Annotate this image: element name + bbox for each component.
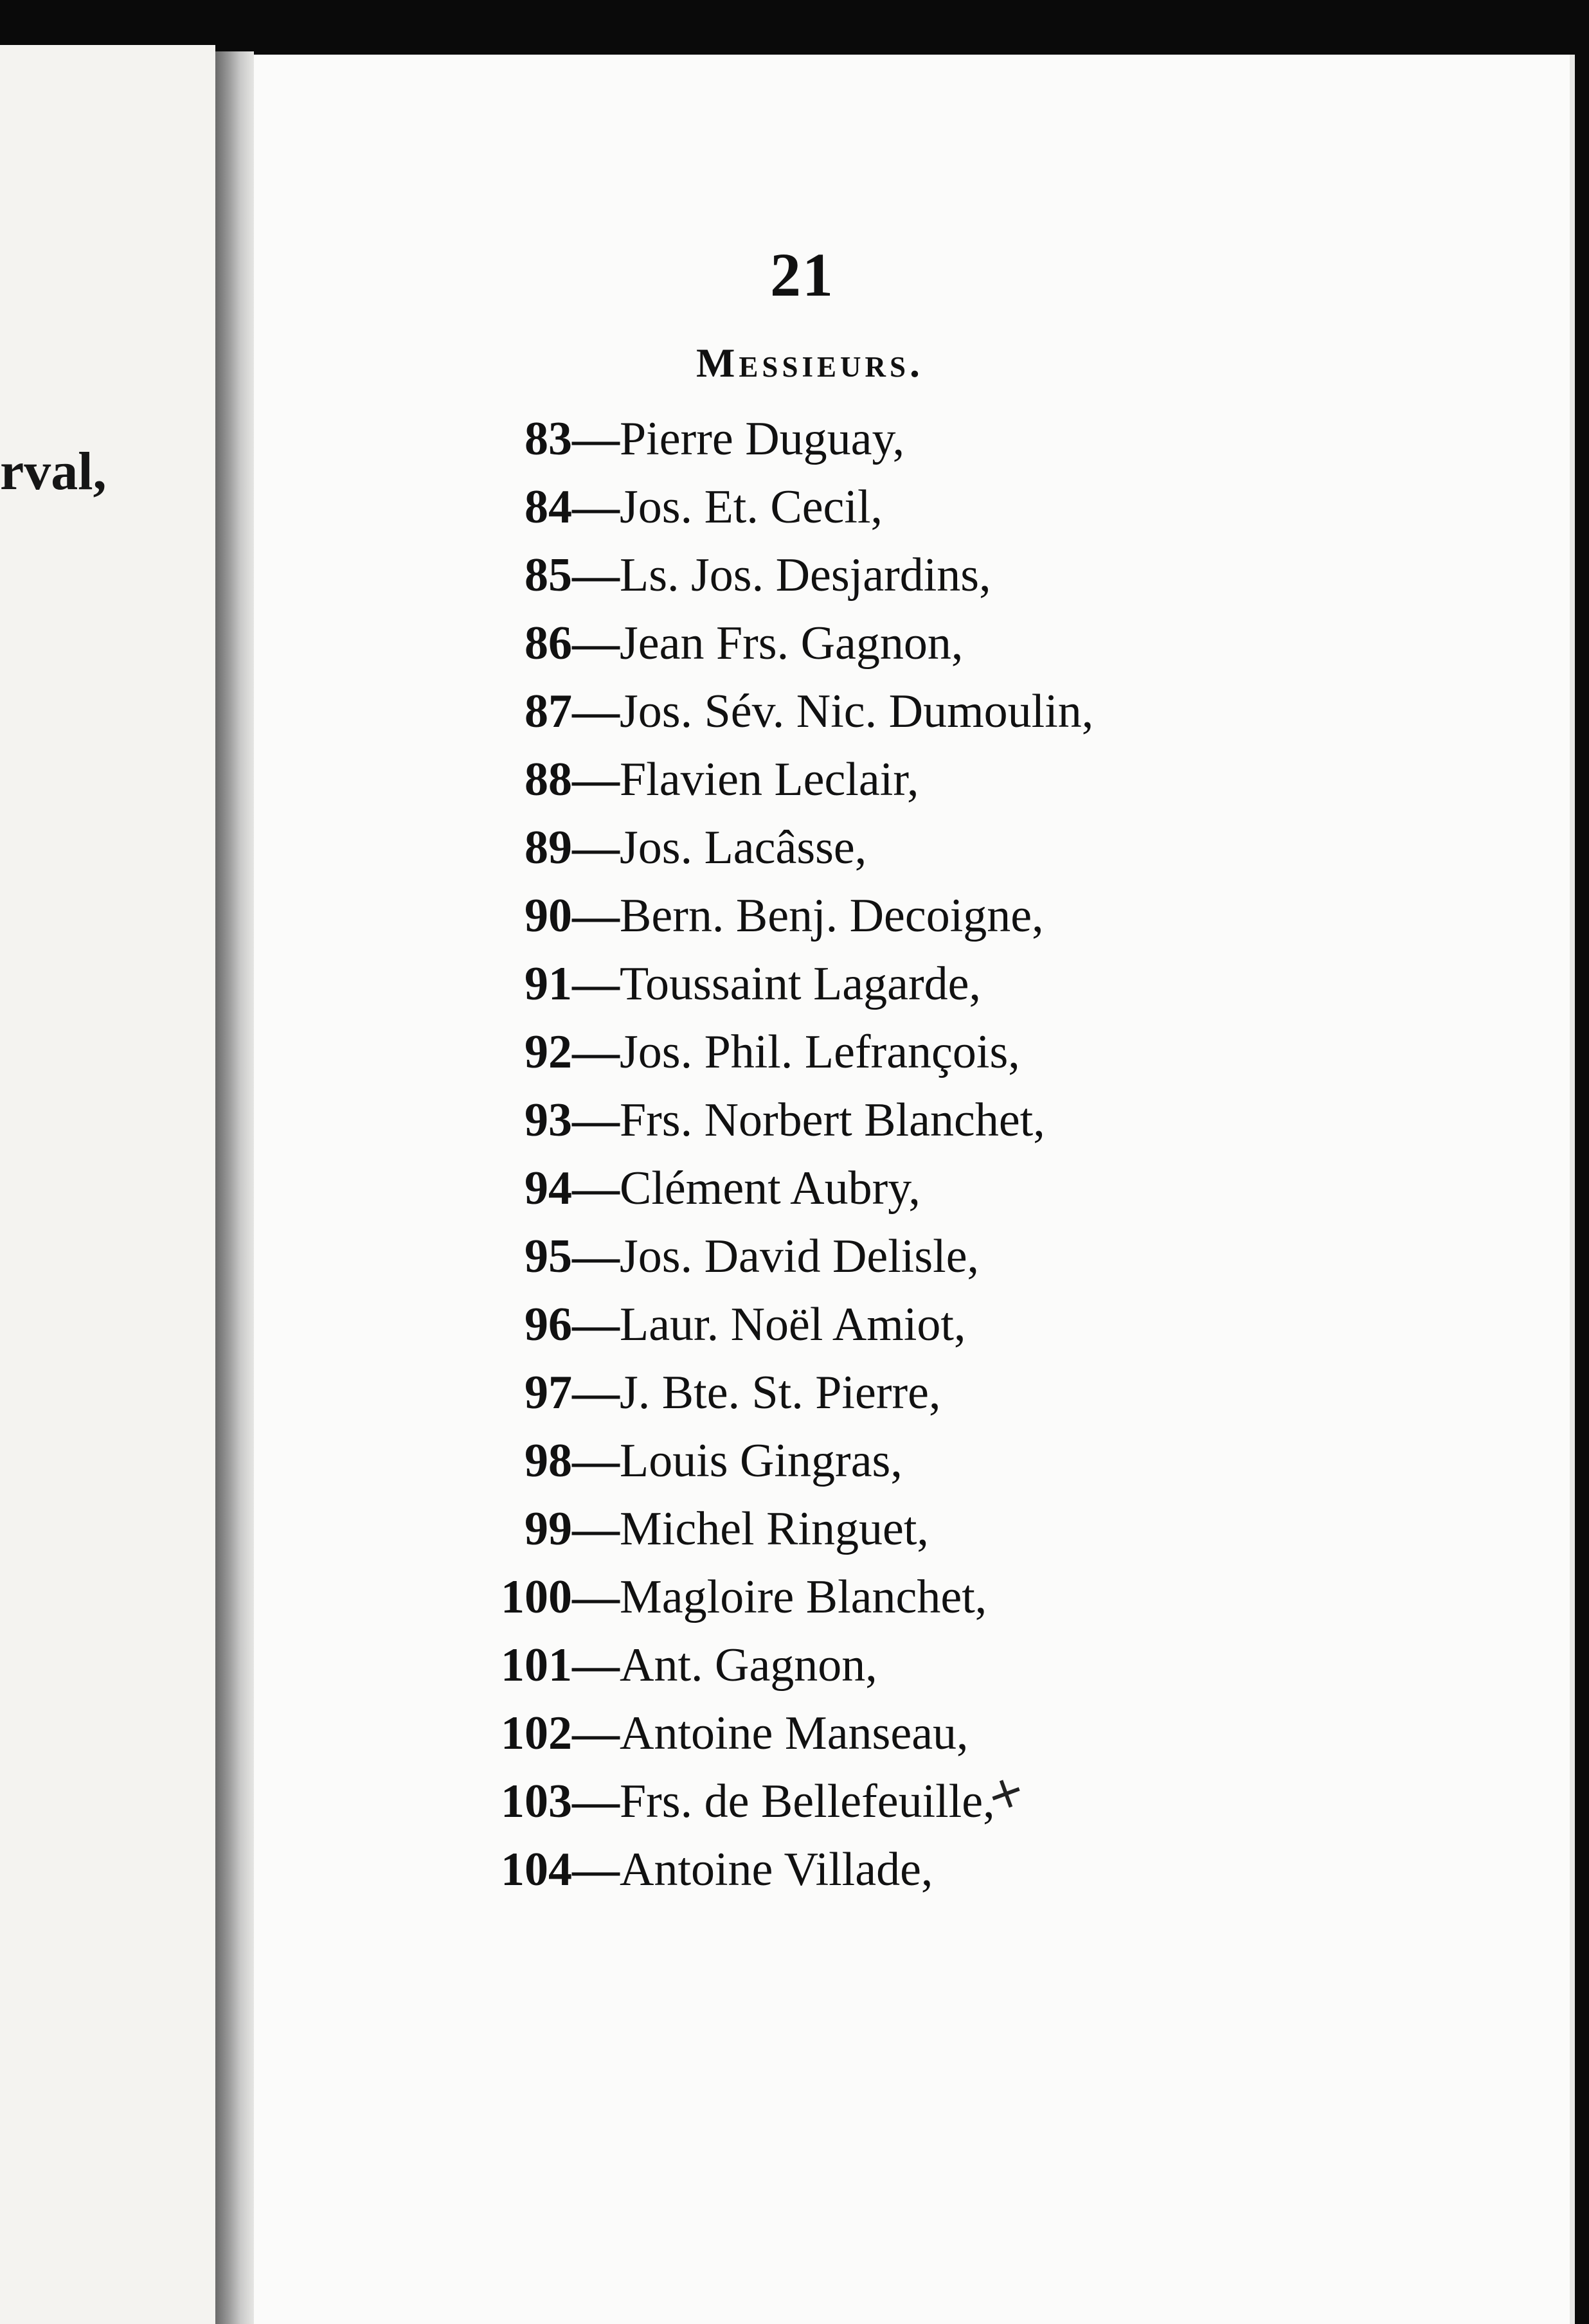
entry-dash: — bbox=[572, 617, 620, 670]
entry-dash: — bbox=[572, 1162, 620, 1215]
entry-name: Clément Aubry, bbox=[620, 1162, 920, 1215]
list-entry bbox=[450, 814, 1093, 882]
list-entry bbox=[450, 473, 1093, 541]
entry-number: 86 bbox=[525, 617, 572, 670]
name-list bbox=[450, 405, 1093, 1904]
entry-name: Laur. Noël Amiot, bbox=[620, 1298, 966, 1351]
entry-name: J. Bte. St. Pierre, bbox=[620, 1366, 941, 1419]
entry-dash: — bbox=[572, 889, 620, 942]
list-entry bbox=[450, 882, 1093, 950]
list-entry bbox=[450, 609, 1093, 677]
entry-name: Jos. David Delisle, bbox=[620, 1230, 980, 1283]
entry-dash: — bbox=[572, 1707, 620, 1760]
list-entry bbox=[450, 677, 1093, 746]
entry-dash: — bbox=[572, 1571, 620, 1623]
entry-dash: — bbox=[572, 1503, 620, 1555]
entry-name: Ls. Jos. Desjardins, bbox=[620, 549, 991, 602]
handwritten-cross-mark: + bbox=[978, 1761, 1032, 1824]
entry-number: 103 bbox=[501, 1775, 572, 1828]
entry-number: 91 bbox=[525, 958, 572, 1010]
entry-number: 93 bbox=[525, 1094, 572, 1147]
entry-dash: — bbox=[572, 413, 620, 465]
entry-dash: — bbox=[572, 1639, 620, 1692]
entry-dash: — bbox=[572, 1298, 620, 1351]
list-entry bbox=[450, 1154, 1093, 1222]
list-entry bbox=[450, 1018, 1093, 1086]
entry-number: 102 bbox=[501, 1707, 572, 1760]
list-entry bbox=[450, 1631, 1093, 1699]
entry-dash: — bbox=[572, 1843, 620, 1896]
list-entry bbox=[450, 1699, 1093, 1767]
entry-name: Antoine Villade, bbox=[620, 1843, 933, 1896]
entry-number: 99 bbox=[525, 1503, 572, 1555]
entry-number: 96 bbox=[525, 1298, 572, 1351]
page-number: 21 bbox=[770, 240, 834, 309]
entry-name: Jos. Sév. Nic. Dumoulin, bbox=[620, 685, 1094, 738]
entry-name: Michel Ringuet, bbox=[620, 1503, 929, 1555]
entry-dash: — bbox=[572, 1775, 620, 1828]
list-entry bbox=[450, 746, 1093, 814]
list-entry bbox=[450, 1495, 1093, 1563]
list-entry bbox=[450, 1563, 1093, 1631]
entry-number: 95 bbox=[525, 1230, 572, 1283]
entry-name: Ant. Gagnon, bbox=[620, 1639, 877, 1692]
entry-dash: — bbox=[572, 958, 620, 1010]
entry-name: Frs. Norbert Blanchet, bbox=[620, 1094, 1045, 1147]
entry-name: Jean Frs. Gagnon, bbox=[620, 617, 964, 670]
list-entry bbox=[450, 1291, 1093, 1359]
entry-number: 98 bbox=[525, 1435, 572, 1487]
entry-number: 87 bbox=[525, 685, 572, 738]
entry-number: 90 bbox=[525, 889, 572, 942]
entry-number: 83 bbox=[525, 413, 572, 465]
entry-name: Jos. Lacâsse, bbox=[620, 821, 867, 874]
list-entry bbox=[450, 541, 1093, 609]
entry-name: Toussaint Lagarde, bbox=[620, 958, 981, 1010]
list-heading: Messieurs. bbox=[696, 340, 924, 386]
entry-number: 94 bbox=[525, 1162, 572, 1215]
entry-dash: — bbox=[572, 1230, 620, 1283]
book-gutter bbox=[215, 51, 254, 2324]
entry-number: 104 bbox=[501, 1843, 572, 1896]
entry-dash: — bbox=[572, 1435, 620, 1487]
entry-name: Magloire Blanchet, bbox=[620, 1571, 987, 1623]
list-entry bbox=[450, 1836, 1093, 1904]
entry-name: Frs. de Bellefeuille, bbox=[620, 1775, 995, 1828]
entry-dash: — bbox=[572, 549, 620, 602]
entry-dash: — bbox=[572, 821, 620, 874]
entry-dash: — bbox=[572, 685, 620, 738]
entry-name: Bern. Benj. Decoigne, bbox=[620, 889, 1044, 942]
entry-number: 97 bbox=[525, 1366, 572, 1419]
list-entry bbox=[450, 950, 1093, 1018]
entry-dash: — bbox=[572, 753, 620, 806]
entry-number: 89 bbox=[525, 821, 572, 874]
entry-dash: — bbox=[572, 1366, 620, 1419]
list-entry bbox=[450, 1222, 1093, 1291]
entry-dash: — bbox=[572, 481, 620, 533]
entry-number: 84 bbox=[525, 481, 572, 533]
list-entry bbox=[450, 405, 1093, 473]
left-page-text-fragment: rval, bbox=[0, 442, 107, 501]
entry-name: Flavien Leclair, bbox=[620, 753, 919, 806]
entry-number: 88 bbox=[525, 753, 572, 806]
entry-name: Jos. Et. Cecil, bbox=[620, 481, 883, 533]
entry-dash: — bbox=[572, 1094, 620, 1147]
list-entry bbox=[450, 1427, 1093, 1495]
entry-name: Jos. Phil. Lefrançois, bbox=[620, 1026, 1020, 1078]
entry-name: Louis Gingras, bbox=[620, 1435, 902, 1487]
entry-number: 100 bbox=[501, 1571, 572, 1623]
entry-name: Pierre Duguay, bbox=[620, 413, 905, 465]
list-entry bbox=[450, 1086, 1093, 1154]
entry-number: 85 bbox=[525, 549, 572, 602]
left-page bbox=[0, 45, 215, 2324]
entry-name: Antoine Manseau, bbox=[620, 1707, 969, 1760]
entry-number: 101 bbox=[501, 1639, 572, 1692]
entry-number: 92 bbox=[525, 1026, 572, 1078]
list-entry bbox=[450, 1359, 1093, 1427]
entry-dash: — bbox=[572, 1026, 620, 1078]
